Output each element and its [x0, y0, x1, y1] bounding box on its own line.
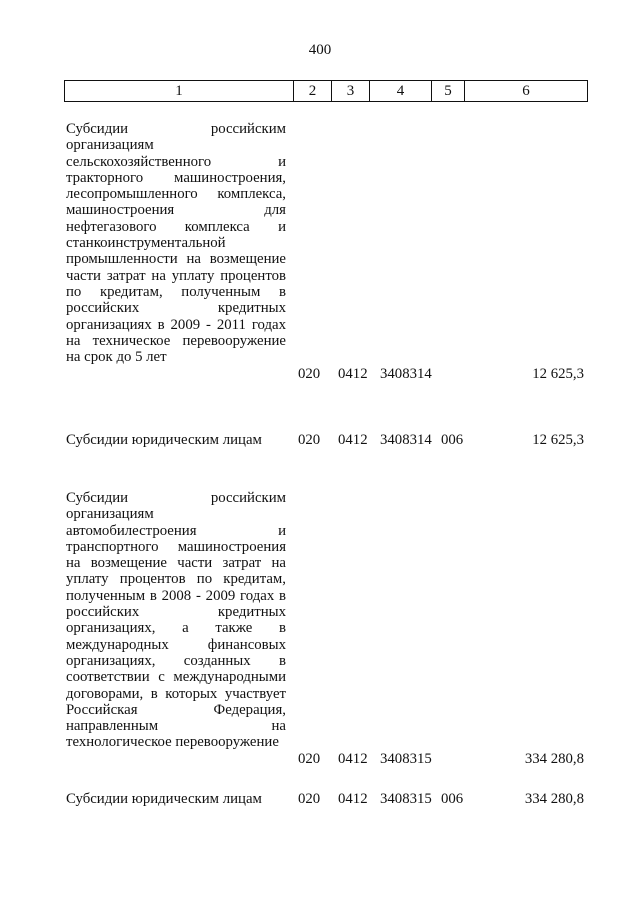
description-line: на техническое перевооружение [66, 332, 286, 349]
description-line: станкоинструментальной [66, 235, 226, 252]
description-line: организациях, созданных в [66, 652, 286, 669]
description-line: организациях в 2009 - 2011 годах [66, 316, 286, 333]
target-article-code: 3408314 [380, 432, 432, 448]
description-line: по кредитам, полученным в [66, 283, 286, 300]
column-header-4: 4 [370, 81, 432, 102]
description-line: Субсидии российским [66, 490, 286, 506]
description-line: полученным в 2008 - 2009 годах в [66, 587, 286, 604]
grbs-code: 020 [298, 751, 321, 767]
grbs-code: 020 [298, 432, 321, 448]
description-line: промышленности на возмещение [66, 251, 286, 268]
section-code: 0412 [338, 791, 368, 807]
description-line: договорами, в которых участвует [66, 685, 286, 702]
description-line: российских кредитных [66, 604, 286, 621]
row-description [66, 432, 286, 448]
amount-value: 12 625,3 [532, 432, 584, 448]
target-article-code: 3408314 [380, 366, 432, 382]
column-header-row [65, 81, 588, 102]
description-line: соответствии с международными [66, 669, 286, 686]
description-line: автомобилестроения и [66, 522, 286, 539]
description-line: Субсидии юридическим лицам [66, 432, 262, 448]
row-description [66, 791, 286, 807]
description-line: международных финансовых [66, 636, 286, 653]
description-line: организациям [66, 506, 154, 523]
grbs-code: 020 [298, 791, 321, 807]
description-line: организациям [66, 137, 154, 154]
description-line: Российская Федерация, [66, 701, 286, 718]
row-description [66, 490, 286, 751]
row-description [66, 121, 286, 365]
description-line: на возмещение части затрат на [66, 555, 286, 572]
column-header-table [64, 80, 588, 102]
expense-type-code: 006 [441, 791, 464, 807]
description-line: лесопромышленного комплекса, [66, 186, 286, 203]
description-line: технологическое перевооружение [66, 734, 279, 751]
description-line: машиностроения для [66, 202, 286, 219]
section-code: 0412 [338, 432, 368, 448]
description-line: транспортного машиностроения [66, 538, 286, 555]
column-header-3: 3 [332, 81, 370, 102]
description-line: организациях, а также в [66, 620, 286, 637]
description-line: тракторного машиностроения, [66, 169, 286, 186]
description-line: Субсидии юридическим лицам [66, 791, 262, 807]
section-code: 0412 [338, 366, 368, 382]
description-line: на срок до 5 лет [66, 349, 167, 366]
expense-type-code: 006 [441, 432, 464, 448]
description-line: российских кредитных [66, 300, 286, 317]
description-line: уплату процентов по кредитам, [66, 571, 286, 588]
page-number: 400 [308, 42, 332, 58]
column-header-6: 6 [465, 81, 588, 102]
amount-value: 334 280,8 [524, 751, 584, 767]
section-code: 0412 [338, 751, 368, 767]
target-article-code: 3408315 [380, 791, 432, 807]
column-header-2: 2 [294, 81, 332, 102]
grbs-code: 020 [298, 366, 321, 382]
amount-value: 12 625,3 [532, 366, 584, 382]
target-article-code: 3408315 [380, 751, 432, 767]
description-line: направленным на [66, 718, 286, 735]
column-header-5: 5 [432, 81, 465, 102]
amount-value: 334 280,8 [524, 791, 584, 807]
description-line: Субсидии российским [66, 121, 286, 137]
column-header-1: 1 [65, 81, 294, 102]
description-line: части затрат на уплату процентов [66, 267, 286, 284]
description-line: нефтегазового комплекса и [66, 218, 286, 235]
description-line: сельскохозяйственного и [66, 153, 286, 170]
